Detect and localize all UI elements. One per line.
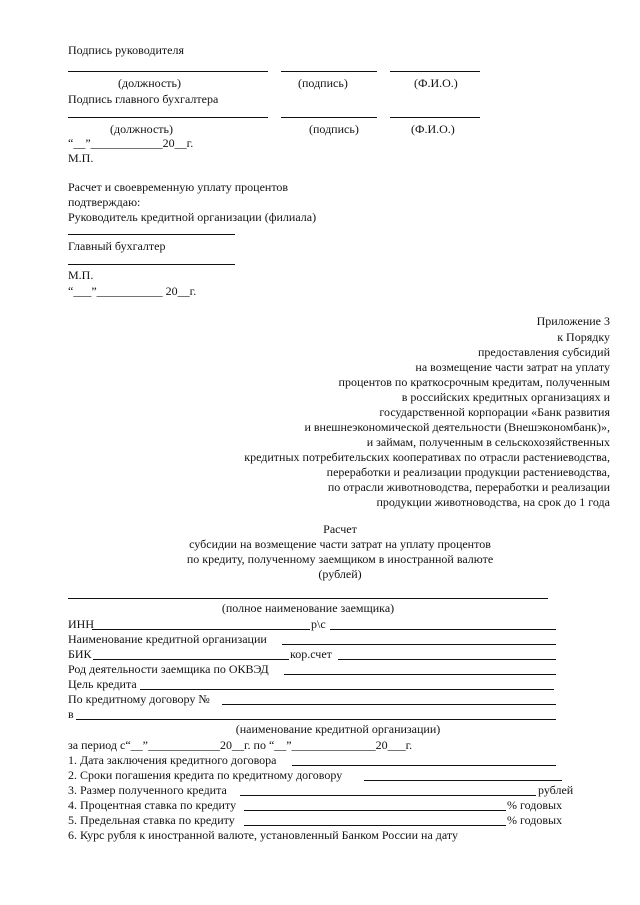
item-repayment-terms-line — [364, 780, 562, 781]
appendix-line: кредитных потребительских кооперативах по отрасли растениеводства, — [244, 450, 610, 464]
fio-line — [390, 71, 480, 72]
item-interest-rate-line — [244, 810, 506, 811]
title-line: субсидии на возмещение части затрат на уплату процентов — [189, 537, 491, 551]
activity-line — [284, 674, 556, 675]
account-label: р\с — [311, 617, 326, 631]
title-line: (рублей) — [318, 567, 362, 581]
bank-caption: (наименование кредитной организации) — [235, 722, 441, 736]
confirmation-line-3: Руководитель кредитной организации (филиала) — [68, 210, 317, 224]
bik-line — [93, 659, 289, 660]
appendix-line: Приложение 3 — [536, 314, 610, 328]
signature-line-2 — [281, 117, 377, 118]
stamp-mark-2: М.П. — [68, 268, 94, 282]
stamp-mark: М.П. — [68, 151, 94, 165]
confirmation-line-1: Расчет и своевременную уплату процентов — [68, 180, 289, 194]
period-line: за период с“__”____________20__г. по “__”______________20___г. — [68, 738, 413, 752]
appendix-line: процентов по краткосрочным кредитам, полученным — [338, 375, 610, 389]
in-label: в — [68, 707, 74, 721]
appendix-line: переработки и реализации продукции растениеводства, — [326, 465, 610, 479]
appendix-line: предоставления субсидий — [477, 345, 610, 359]
item-repayment-terms: 2. Сроки погашения кредита по кредитному договору — [68, 768, 343, 782]
item-interest-rate: 4. Процентная ставка по кредиту — [68, 798, 237, 812]
appendix-line: на возмещение части затрат на уплату — [415, 360, 610, 374]
fio-caption-2: (Ф.И.О.) — [411, 122, 455, 136]
bank-line — [76, 719, 556, 720]
activity-label: Род деятельности заемщика по ОКВЭД — [68, 662, 269, 676]
inn-label: ИНН — [68, 617, 94, 631]
appendix-line: и займам, полученным в сельскохозяйственных — [366, 435, 610, 449]
position-line — [68, 71, 268, 72]
appendix-line: по отрасли животноводства, переработки и реализации — [327, 480, 610, 494]
signature-caption: (подпись) — [298, 76, 348, 90]
item-agreement-date: 1. Дата заключения кредитного договора — [68, 753, 277, 767]
position-caption-2: (должность) — [110, 122, 173, 136]
title-line: по кредиту, полученному заемщиком в иностранной валюте — [186, 552, 494, 566]
purpose-label: Цель кредита — [68, 677, 137, 691]
item-agreement-date-line — [292, 765, 556, 766]
appendix-line: государственной корпорации «Банк развития — [379, 405, 610, 419]
account-line — [330, 629, 556, 630]
item-exchange-rate: 6. Курс рубля к иностранной валюте, установленный Банком России на дату — [68, 828, 458, 842]
corr-account-line — [338, 659, 556, 660]
signature-caption-2: (подпись) — [309, 122, 359, 136]
fio-caption: (Ф.И.О.) — [414, 76, 458, 90]
borrower-caption: (полное наименование заемщика) — [221, 601, 395, 615]
chief-accountant-signature-label: Подпись главного бухгалтера — [68, 92, 219, 106]
chief-accountant-label: Главный бухгалтер — [68, 239, 166, 253]
rub-suffix: рублей — [538, 783, 574, 797]
inn-line — [92, 629, 310, 630]
appendix-line: продукции животноводства, на срок до 1 года — [376, 495, 610, 509]
item-loan-amount-line — [240, 795, 536, 796]
item-max-rate-line — [244, 825, 506, 826]
appendix-line: в российских кредитных организациях и — [401, 390, 610, 404]
rate-suffix-2: % годовых — [507, 813, 563, 827]
head-signature-line — [68, 234, 235, 235]
accountant-signature-line — [68, 264, 235, 265]
position-line-2 — [68, 117, 268, 118]
signature-line — [281, 71, 377, 72]
date-line-2: “___”___________ 20__г. — [68, 284, 197, 298]
bank-name-line — [282, 644, 556, 645]
title-line: Расчет — [323, 522, 357, 536]
corr-account-label: кор.счет — [290, 647, 332, 661]
purpose-line — [140, 689, 554, 690]
appendix-line: и внешнеэкономической деятельности (Внешэкономбанк)», — [304, 420, 610, 434]
bank-name-label: Наименование кредитной организации — [68, 632, 267, 646]
agreement-line — [222, 704, 556, 705]
confirmation-line-2: подтверждаю: — [68, 195, 141, 209]
rate-suffix: % годовых — [507, 798, 563, 812]
position-caption: (должность) — [118, 76, 181, 90]
head-signature-label: Подпись руководителя — [68, 43, 184, 57]
appendix-line: к Порядку — [557, 330, 610, 344]
item-loan-amount: 3. Размер полученного кредита — [68, 783, 227, 797]
date-line: “__”____________20__г. — [68, 136, 194, 150]
fio-line-2 — [390, 117, 480, 118]
agreement-label: По кредитному договору № — [68, 692, 210, 706]
borrower-name-line — [68, 598, 548, 599]
item-max-rate: 5. Предельная ставка по кредиту — [68, 813, 235, 827]
bik-label: БИК — [68, 647, 92, 661]
